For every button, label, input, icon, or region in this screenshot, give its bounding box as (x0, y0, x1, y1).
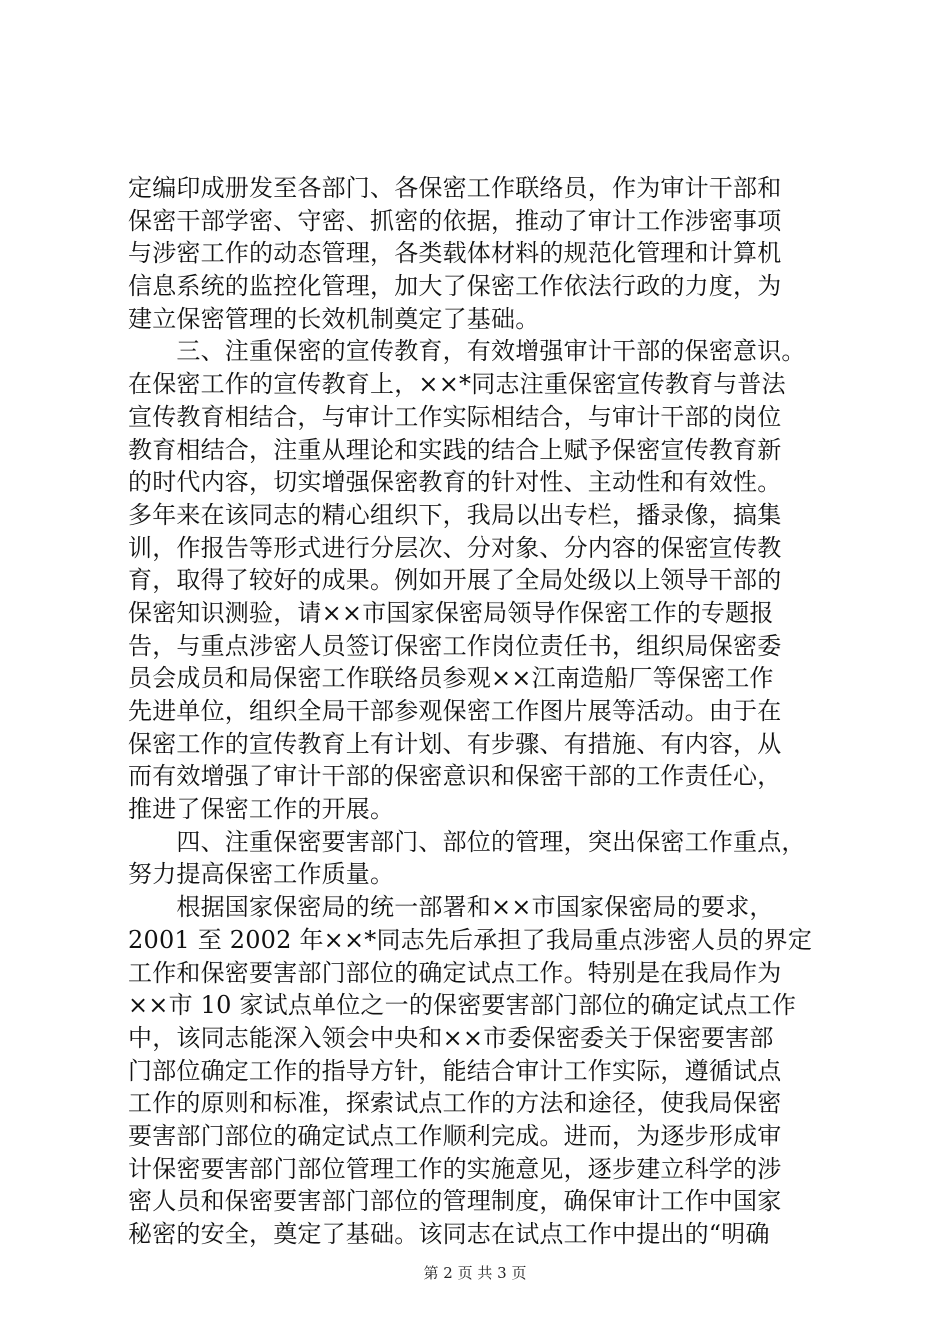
text-line: 教育相结合，注重从理论和实践的结合上赋予保密宣传教育新 (128, 435, 782, 464)
text-line: 工作的原则和标准，探索试点工作的方法和途径，使我局保密 (128, 1089, 782, 1118)
text-line: 信息系统的监控化管理，加大了保密工作依法行政的力度，为 (128, 272, 782, 301)
text-line: 中，该同志能深入领会中央和××市委保密委关于保密要害部 (128, 1023, 774, 1052)
text-line: 员会成员和局保密工作联络员参观××江南造船厂等保密工作 (128, 664, 774, 693)
text-line: 秘密的安全，奠定了基础。该同志在试点工作中提出的“明确 (128, 1220, 770, 1248)
text-line: 与涉密工作的动态管理，各类载体材料的规范化管理和计算机 (128, 239, 782, 268)
text-line: 根据国家保密局的统一部署和××市国家保密局的要求， (128, 893, 774, 922)
text-line: 告，与重点涉密人员签订保密工作岗位责任书，组织局保密委 (128, 631, 782, 660)
text-line: 计保密要害部门部位管理工作的实施意见，逐步建立科学的涉 (128, 1154, 782, 1183)
text-line: 建立保密管理的长效机制奠定了基础。 (128, 304, 540, 333)
text-line: 训，作报告等形式进行分层次、分对象、分内容的保密宣传教 (128, 533, 782, 562)
text-line: 密人员和保密要害部门部位的管理制度，确保审计工作中国家 (128, 1187, 782, 1216)
text-line: 四、注重保密要害部门、部位的管理，突出保密工作重点， (128, 827, 806, 856)
text-line: 努力提高保密工作质量。 (128, 860, 395, 889)
text-line: 保密知识测验，请××市国家保密局领导作保密工作的专题报 (128, 598, 774, 627)
text-line: 门部位确定工作的指导方针，能结合审计工作实际，遵循试点 (128, 1056, 782, 1085)
text-line: 工作和保密要害部门部位的确定试点工作。特别是在我局作为 (128, 958, 782, 987)
text-line: 2001 至 2002 年××*同志先后承担了我局重点涉密人员的界定 (128, 925, 813, 954)
text-line: 要害部门部位的确定试点工作顺利完成。进而，为逐步形成审 (128, 1121, 782, 1150)
text-line: 育，取得了较好的成果。例如开展了全局处级以上领导干部的 (128, 566, 782, 595)
text-line: 推进了保密工作的开展。 (128, 795, 395, 824)
body-text (128, 172, 828, 1251)
text-line: 而有效增强了审计干部的保密意识和保密干部的工作责任心， (128, 762, 782, 791)
page-footer: 第 2 页 共 3 页 (423, 1264, 527, 1282)
text-line: 在保密工作的宣传教育上，××*同志注重保密宣传教育与普法 (128, 370, 786, 399)
text-line: ××市 10 家试点单位之一的保密要害部门部位的确定试点工作 (128, 991, 797, 1020)
text-line: 保密工作的宣传教育上有计划、有步骤、有措施、有内容，从 (128, 729, 782, 758)
text-line: 宣传教育相结合，与审计工作实际相结合，与审计干部的岗位 (128, 402, 782, 431)
text-line: 三、注重保密的宣传教育，有效增强审计干部的保密意识。 (128, 337, 806, 366)
text-line: 先进单位，组织全局干部参观保密工作图片展等活动。由于在 (128, 697, 782, 725)
text-line: 保密干部学密、守密、抓密的依据，推动了审计工作涉密事项 (128, 206, 782, 235)
text-line: 的时代内容，切实增强保密教育的针对性、主动性和有效性。 (128, 468, 782, 497)
text-line: 多年来在该同志的精心组织下，我局以出专栏，播录像，搞集 (128, 500, 782, 529)
text-line: 定编印成册发至各部门、各保密工作联络员，作为审计干部和 (128, 174, 782, 202)
